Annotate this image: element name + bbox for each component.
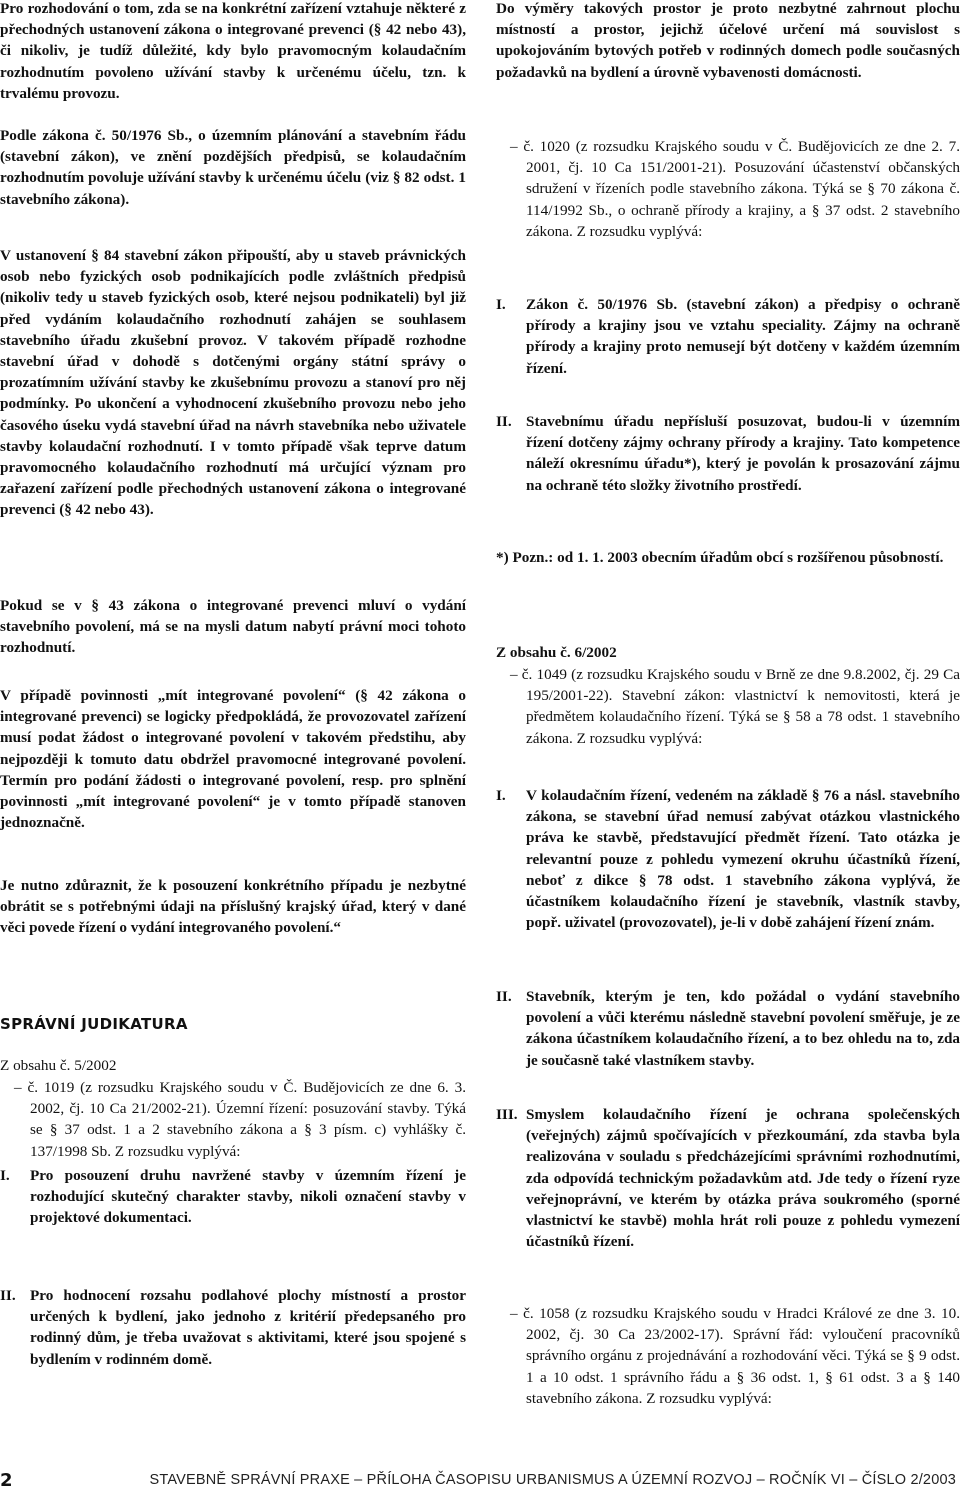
case-ref-1019: – č. 1019 (z rozsudku Krajského soudu v Č. Budějovicích ze dne 6. 3. 2002, čj. 10 Ca 21/2002-21). Územní řízení: posuzování stavby. Týká se § 37 odst. 1 a 2 stavebního zákona a § 3 písm. c) vyhlášky č. 137/1998 Sb. Z rozsudku vyplývá: <box>14 1079 466 1160</box>
item-text: Pro posouzení druhu navržené stavby v územním řízení je rozhodující skutečný charakter stavby, nikoli označení stavby v projektové dokumentaci. <box>30 1167 466 1227</box>
case-ref-1020: – č. 1020 (z rozsudku Krajského soudu v Č. Budějovicích ze dne 2. 7. 2001, čj. 10 Ca 151/2001-21). Posuzování účastenství občanských sdružení v řízeních podle stavebního zákona. Týká se § 70 zákona č. 114/1992 Sb., o ochraně přírody a krajiny, a § 37 odst. 2 stavebního zákona. Z rozsudku vyplývá: <box>510 138 960 240</box>
case-1020-item-1 <box>496 294 960 379</box>
item-number: II. <box>496 413 512 430</box>
issue-heading-6-2002: Z obsahu č. 6/2002 <box>496 644 617 661</box>
item-number: I. <box>0 1167 10 1184</box>
case-ref-1049: – č. 1049 (z rozsudku Krajského soudu v Brně ze dne 9.8.2002, čj. 29 Ca 195/2001-22). Stavební zákon: vlastnictví k nemovitosti, která je předmětem kolaudačního řízení. Týká se § 58 a 78 odst. 1 stavebního zákona. Z rozsudku vyplývá: <box>510 666 960 747</box>
paragraph-building-permit: Pokud se v § 43 zákona o integrované prevenci mluví o vydání stavebního povolení, má se na mysli datum nabytí právní moci tohoto rozhodnutí. <box>0 597 466 657</box>
paragraph-building-act: Podle zákona č. 50/1976 Sb., o územním plánování a stavebním řádu (stavební zákon), ve znění pozdějších předpisů, se kolaudačním rozhodnutím povoluje užívání stavby k určenému účelu (viz § 82 odst. 1 stavebního zákona). <box>0 127 466 208</box>
paragraph-decision-timing: Pro rozhodování o tom, zda se na konkrétní zařízení vztahuje některé z přechodných ustanovení zákona o integrované prevenci (§ 42 nebo 43), či nikoliv, je tudíž důležité, kdy bylo pravomocným kolaudačním rozhodnutím povoleno užívání stavby k určenému účelu, tzn. k trvalému provozu. <box>0 0 466 102</box>
case-1020-item-2 <box>496 411 960 496</box>
item-number: I. <box>496 787 506 804</box>
item-text: Smyslem kolaudačního řízení je ochrana společenských (veřejných) zájmů spočívajících v přezkoumání, zda stavba byla realizována v souladu s předcházejícími správními rozhodnutími, zda odpovídá technickým požadavkům atd. Jde tedy o řízení ryze veřejnoprávní, ve kterém by otázka práva soukromého (sporné vlastnictví ke stavbě) mohla hrát roli pouze z pohledu vymezení účastníků řízení. <box>526 1106 960 1251</box>
case-ref-1058: – č. 1058 (z rozsudku Krajského soudu v Hradci Králové ze dne 3. 10. 2002, čj. 30 Ca 23/2002-17). Správní řád: vyloučení pracovníků správního orgánu z projednávání a rozhodování věci. Týká se § 9 odst. 1 a 10 odst. 1 správního řádu a § 36 odst. 1, § 61 odst. 3 a § 140 stavebního zákona. Z rozsudku vyplývá: <box>510 1305 960 1407</box>
item-number: II. <box>496 988 512 1005</box>
item-text: Zákon č. 50/1976 Sb. (stavební zákon) a předpisy o ochraně přírody a krajiny jsou ve vztahu speciality. Zájmy na ochraně přírody a krajiny proto nemusejí být dotčeny v každém územním řízení. <box>526 296 960 377</box>
footnote: *) Pozn.: od 1. 1. 2003 obecním úřadům obcí s rozšířenou působností. <box>496 549 944 566</box>
page-number: 2 <box>0 1470 13 1491</box>
case-1019-item-1 <box>0 1165 466 1229</box>
case-1049-item-3 <box>496 1104 960 1252</box>
item-text: Pro hodnocení rozsahu podlahové plochy místností a prostor určených k bydlení, jako jednoho z kritérií předepsaného pro rodinný dům, je třeba uvažovat s aktivitami, které jsou spojené s bydlením v rodinném domě. <box>30 1287 466 1368</box>
paragraph-integrated-permit-duty: V případě povinnosti „mít integrované povolení“ (§ 42 zákona o integrované prevenci) se logicky předpokládá, že provozovatel zařízení musí podat žádost o integrované povolení v takovém předstihu, aby nejpozději k tomuto datu obdržel pravomocné integrované povolení. Termín pro podání žádosti o integrované povolení, resp. pro splnění povinnosti „mít integrované povolení“ je v tomto případě stanoven jednoznačně. <box>0 687 466 832</box>
case-1049-item-2 <box>496 986 960 1071</box>
running-footer: STAVEBNĚ SPRÁVNÍ PRAXE – PŘÍLOHA ČASOPISU URBANISMUS A ÚZEMNÍ ROZVOJ – ROČNÍK VI – ČÍSLO 2/2003 <box>149 1472 956 1488</box>
section-title: SPRÁVNÍ JUDIKATURA <box>0 1015 188 1033</box>
issue-heading-5-2002: Z obsahu č. 5/2002 <box>0 1057 117 1074</box>
item-number: III. <box>496 1106 518 1123</box>
item-number: II. <box>0 1287 16 1304</box>
item-number: I. <box>496 296 506 313</box>
case-1049-item-1 <box>496 785 960 933</box>
paragraph-trial-operation: V ustanovení § 84 stavební zákon připouští, aby u staveb právnických osob nebo fyzických osob podnikajících podle zvláštních předpisů (nikoliv tedy u staveb fyzických osob, které nejsou podnikateli) byl již před vydáním kolaudačního rozhodnutí zahájen se souhlasem stavebního úřadu zkušební provoz. V takovém případě rozhodne stavební úřad v dohodě s dotčenými orgány státní správy o prozatímním užívání stavby ke zkušebnímu provozu a stanoví pro něj podmínky. Po ukončení a vyhodnocení zkušebního provozu nebo jeho časového úseku vydá stavební úřad na návrh stavebníka nebo uživatele stavby kolaudační rozhodnutí. I v tomto případě však teprve datum pravomocného kolaudačního rozhodnutí má určující význam pro zařazení zařízení podle přechodných ustanovení zákona o integrované prevenci (§ 42 nebo 43). <box>0 247 466 519</box>
case-1019-item-2 <box>0 1285 466 1370</box>
item-text: Stavebnímu úřadu nepřísluší posuzovat, budou-li v územním řízení dotčeny zájmy ochrany přírody a krajiny. Tato kompetence náleží okresnímu úřadu*), který je povolán k prosazování zájmu na ochraně této složky životního prostředí. <box>526 413 960 494</box>
item-text: Stavebník, kterým je ten, kdo požádal o vydání stavebního povolení a vůči kterému následně stavební povolení směřuje, je ze zákona účastníkem kolaudačního řízení, a to bez ohledu na to, zda je současně také vlastníkem stavby. <box>526 988 960 1069</box>
item-text: V kolaudačním řízení, vedeném na základě § 76 a násl. stavebního zákona, se stavební úřad nemusí zabývat otázkou vlastnického práva ke stavbě, představující předmět řízení. Tato otázka je relevantní pouze z pohledu vymezení okruhu účastníků řízení, neboť z dikce § 78 odst. 1 stavebního zákona vyplývá, že účastníkem kolaudačního řízení je stavebník, vlastník stavby, popř. uživatel (provozovatel), je-li v době zahájení řízení znám. <box>526 787 960 932</box>
paragraph-floor-area: Do výměry takových prostor je proto nezbytné zahrnout plochu místností a prostor, jejichž účelové určení má souvislost s upokojováním bytových potřeb v rodinných domech podle současných požadavků na bydlení a úrovně vybavenosti domácnosti. <box>496 0 960 81</box>
paragraph-regional-office: Je nutno zdůraznit, že k posouzení konkrétního případu je nezbytné obrátit se s potřebnými údaji na příslušný krajský úřad, který v dané věci povede řízení o vydání integrovaného povolení.“ <box>0 877 466 937</box>
